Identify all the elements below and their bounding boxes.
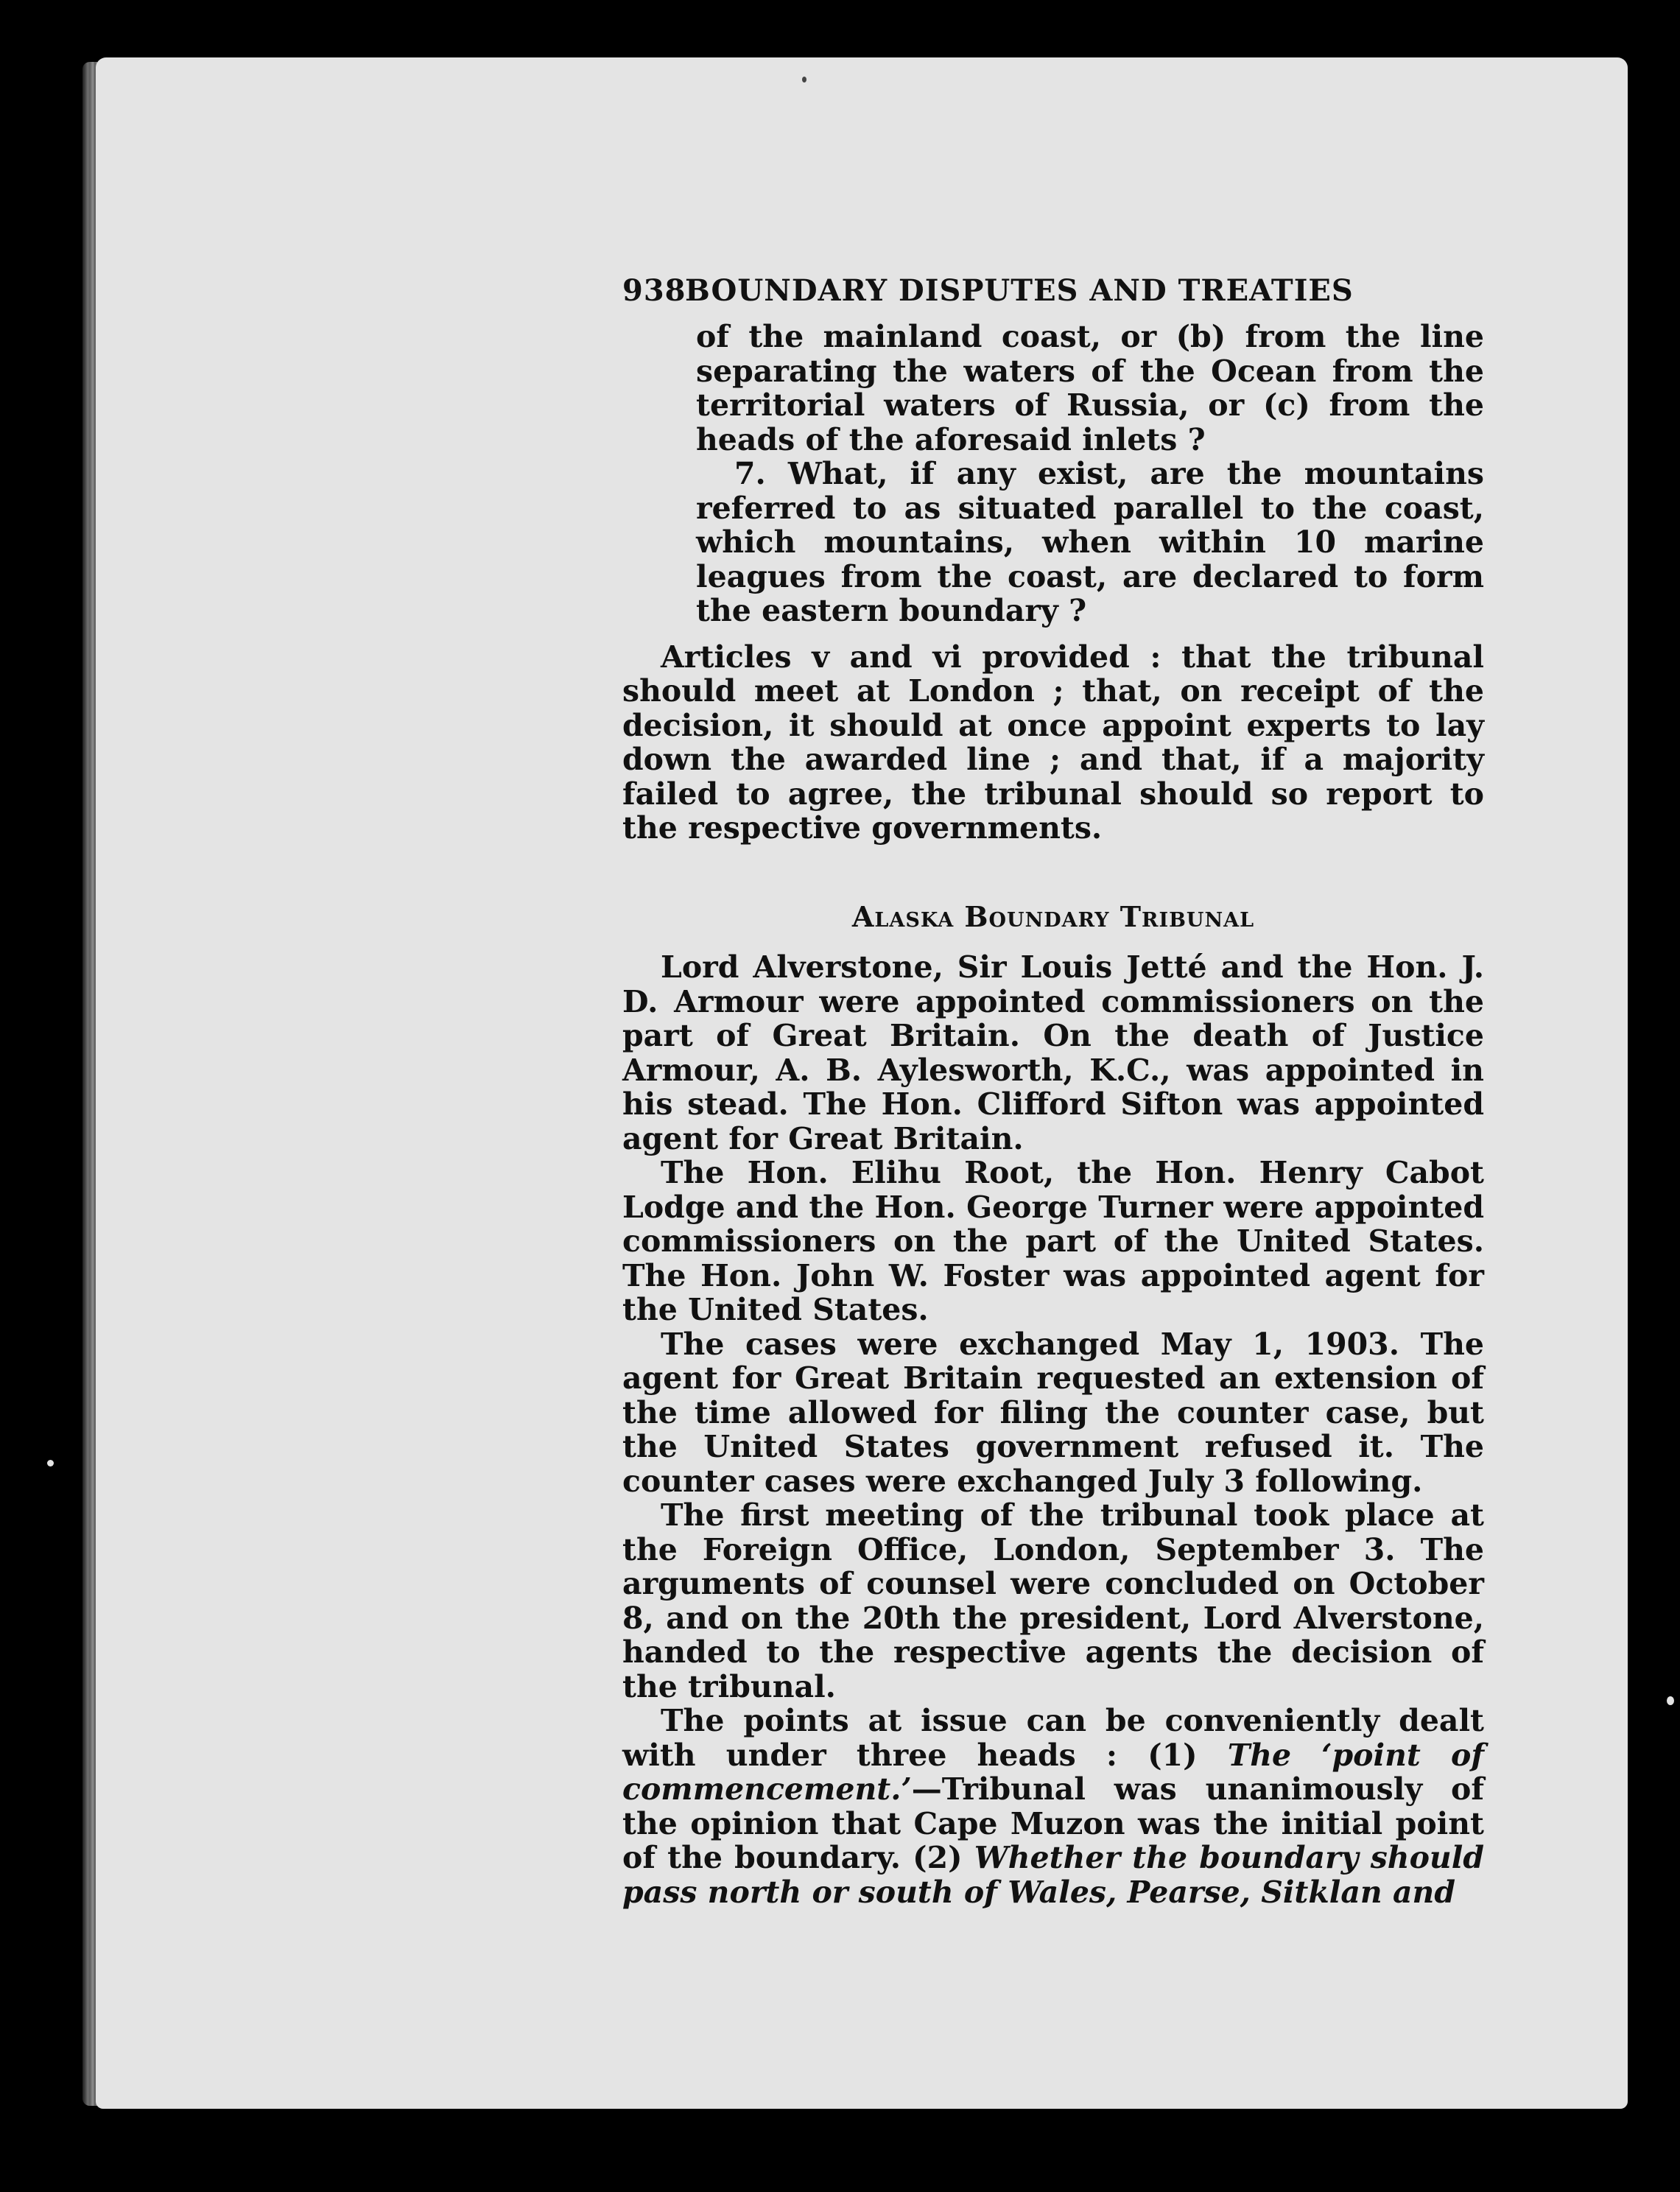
scan-speck xyxy=(1667,1696,1674,1705)
articles-paragraph: Articles v and vi provided : that the tribunal should meet at London ; that, on receipt of the decision, it should at once appoint experts to lay down the awarded line ; and that, if a majority failed to agree, the tribunal should so report to the respective governments. xyxy=(622,639,1484,846)
running-title: BOUNDARY DISPUTES AND TREATIES xyxy=(685,273,1354,308)
paragraph-points-at-issue xyxy=(622,1704,1484,1909)
running-head xyxy=(622,274,1484,315)
page-text xyxy=(622,274,1484,1909)
point-of-commencement: The ‘point of commencement.’ xyxy=(622,1737,1484,1807)
quoted-questions xyxy=(696,320,1484,628)
paragraph-us-commissioners: The Hon. Elihu Root, the Hon. Henry Cabot Lodge and the Hon. George Turner were appointed commissioners on the part of the United States. The Hon. John W. Foster was appointed agent for the United States. xyxy=(622,1155,1484,1327)
paragraph-cases-exchanged: The cases were exchanged May 1, 1903. The agent for Great Britain requested an extension of the time allowed for filing the counter case, but the United States government refused it. The counter cases were exchanged July 3 following. xyxy=(622,1326,1484,1499)
scan-speck xyxy=(311,1873,316,1878)
page-number: 938 xyxy=(622,273,686,308)
scan-speck xyxy=(47,1460,54,1466)
question-7: 7. What, if any exist, are the mountains referred to as situated parallel to the coast, which mountains, when within 10 marine leagues from the coast, are declared to form the eastern boundary ? xyxy=(696,456,1484,628)
section-heading: Alaska Boundary Tribunal xyxy=(851,899,1255,933)
scan-speck xyxy=(802,77,806,82)
point-boundary-islands: Whether the boundary should pass north or south of Wales, Pearse, Sitklan and xyxy=(622,1840,1484,1910)
paragraph-first-meeting: The first meeting of the tribunal took place at the Foreign Office, London, September 3. The arguments of counsel were concluded on October 8, and on the 20th the president, Lord Alverstone, handed to the respective agents the decision of the tribunal. xyxy=(622,1497,1484,1704)
paragraph-british-commissioners: Lord Alverstone, Sir Louis Jetté and the Hon. J. D. Armour were appointed commissioners on the part of Great Britain. On the death of Justice Armour, A. B. Aylesworth, K.C., was appointed in his stead. The Hon. Clifford Sifton was appointed agent for Great Britain. xyxy=(622,949,1484,1156)
question-6-continuation: of the mainland coast, or (b) from the line separating the waters of the Ocean from the territorial waters of Russia, or (c) from the heads of the aforesaid inlets ? xyxy=(696,319,1484,457)
points-middle: —Tribunal was unanimously of the opinion that Cape Muzon was the initial point of the boundary. (2) xyxy=(622,1771,1484,1875)
points-intro: The points at issue can be conveniently dealt with under three heads : (1) xyxy=(622,1703,1484,1773)
